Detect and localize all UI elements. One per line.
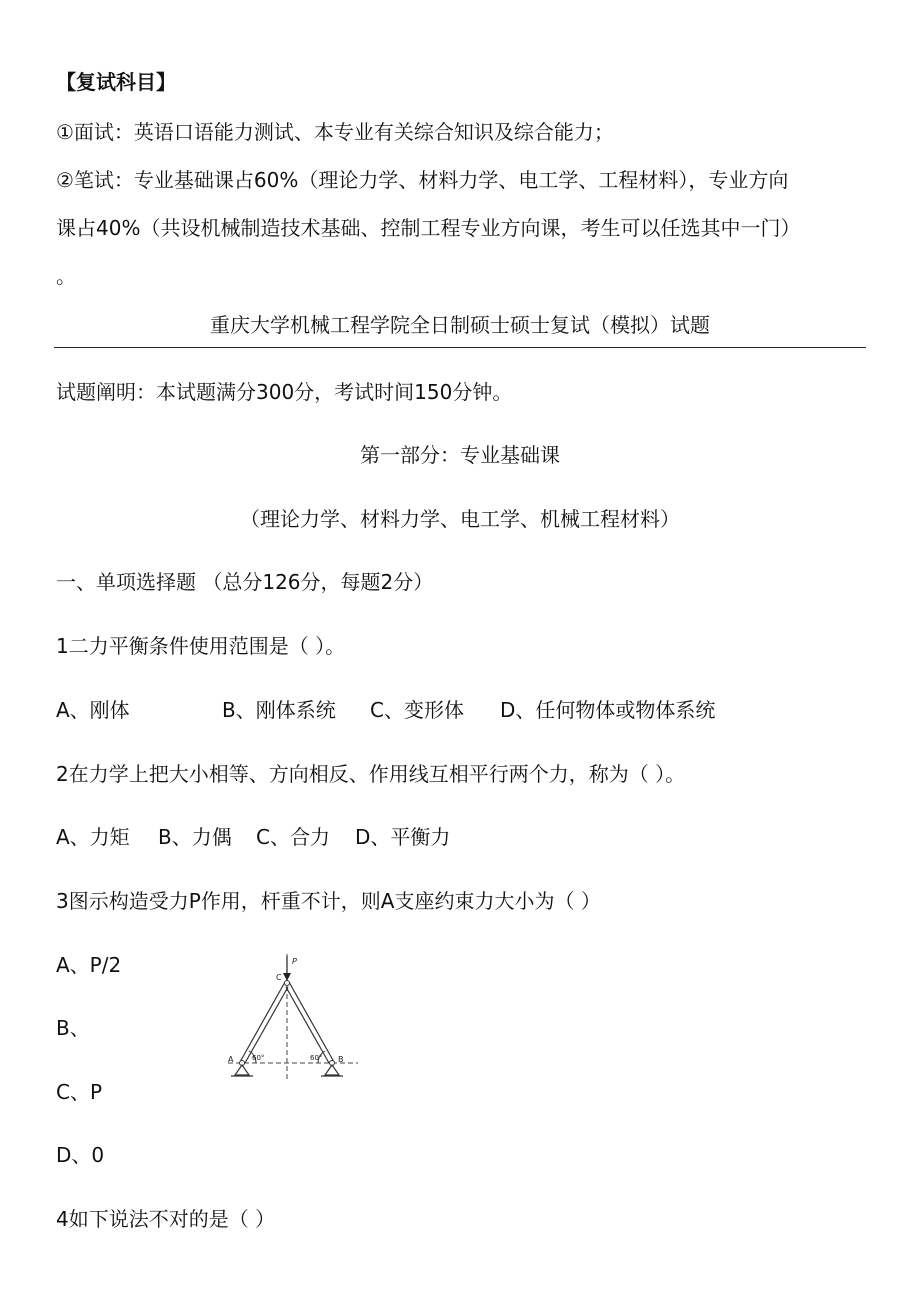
label-b: B bbox=[338, 1055, 344, 1064]
q3-option-c: C、P bbox=[56, 1080, 103, 1104]
written-line-1: ②笔试：专业基础课占60%（理论力学、材料力学、电工学、工程材料），专业方向 bbox=[56, 168, 789, 192]
truss-figure bbox=[222, 952, 362, 1082]
support-a bbox=[235, 1065, 249, 1075]
q2-option-c: C、合力 bbox=[256, 825, 330, 849]
label-p: P bbox=[292, 957, 297, 966]
q2-option-b: B、力偶 bbox=[158, 825, 232, 849]
interview-line: ①面试：英语口语能力测试、本专业有关综合知识及综合能力； bbox=[56, 120, 614, 144]
q3-option-b: B、 bbox=[56, 1016, 90, 1040]
label-c: C bbox=[276, 973, 282, 982]
part-title: 第一部分：专业基础课 bbox=[360, 443, 560, 467]
question-2: 2在力学上把大小相等、方向相反、作用线互相平行两个力，称为（ ）。 bbox=[56, 762, 686, 786]
q1-option-d: D、任何物体或物体系统 bbox=[500, 698, 716, 722]
question-3: 3图示构造受力P作用，杆重不计，则A支座约束力大小为（ ） bbox=[56, 889, 601, 913]
q1-option-c: C、变形体 bbox=[370, 698, 464, 722]
question-1: 1二力平衡条件使用范围是（ ）。 bbox=[56, 634, 346, 658]
q1-option-a: A、刚体 bbox=[56, 698, 130, 722]
support-b bbox=[325, 1065, 339, 1075]
q2-option-d: D、平衡力 bbox=[355, 825, 451, 849]
right-bar-outer bbox=[289, 982, 334, 1062]
q3-option-d: D、0 bbox=[56, 1143, 105, 1167]
q1-option-b: B、刚体系统 bbox=[222, 698, 336, 722]
force-arrow-head bbox=[283, 973, 291, 981]
question-4: 4如下说法不对的是（ ） bbox=[56, 1207, 276, 1231]
q2-option-a: A、力矩 bbox=[56, 825, 130, 849]
written-line-2: 课占40%（共设机械制造技术基础、控制工程专业方向课，考生可以任选其中一门） bbox=[56, 216, 801, 240]
left-bar-outer bbox=[240, 982, 285, 1062]
title-divider bbox=[54, 347, 866, 348]
part-subjects: （理论力学、材料力学、电工学、机械工程材料） bbox=[240, 507, 680, 531]
q3-option-a: A、P/2 bbox=[56, 953, 122, 977]
section-title: 一、单项选择题 （总分126分，每题2分） bbox=[56, 570, 434, 594]
left-bar-inner bbox=[245, 987, 288, 1063]
exam-title: 重庆大学机械工程学院全日制硕士硕士复试（模拟）试题 bbox=[210, 313, 710, 337]
written-line-3: 。 bbox=[56, 264, 76, 288]
right-bar-inner bbox=[286, 987, 329, 1063]
section-heading: 【复试科目】 bbox=[56, 70, 176, 94]
hinge-c bbox=[285, 981, 290, 986]
label-angle-b: 60° bbox=[310, 1054, 323, 1062]
label-a: A bbox=[228, 1055, 234, 1064]
exam-instructions: 试题阐明：本试题满分300分，考试时间150分钟。 bbox=[56, 380, 513, 404]
label-angle-a: 60° bbox=[252, 1054, 265, 1062]
